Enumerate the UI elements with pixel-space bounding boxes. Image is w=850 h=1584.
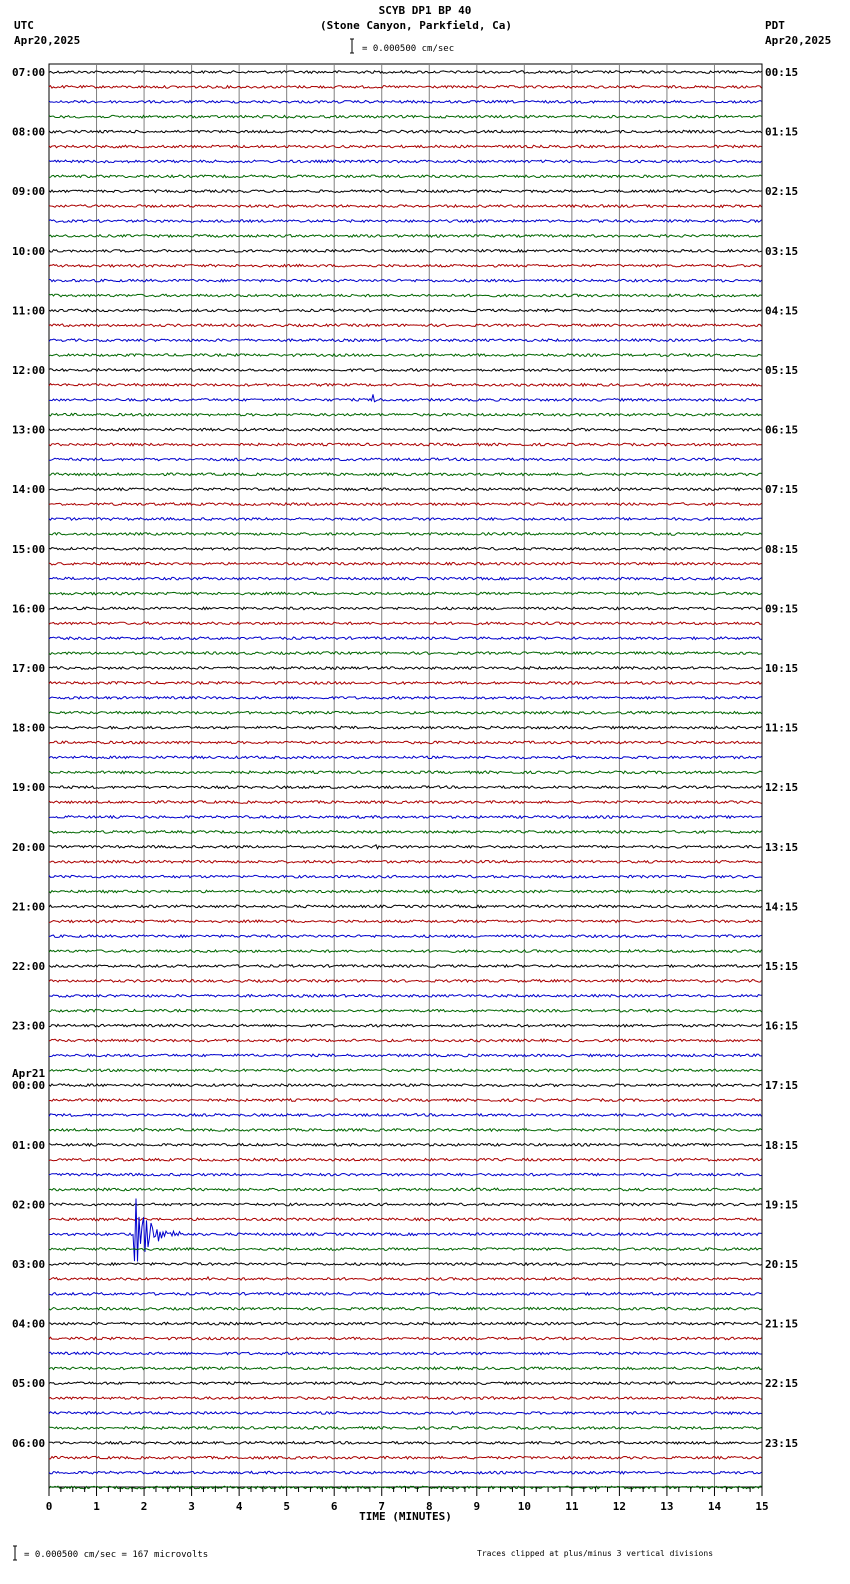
trace-line [49,950,762,953]
trace-line [49,1188,762,1191]
utc-hour-label: 09:00 [12,185,46,199]
trace-line [49,309,762,312]
trace-line [49,294,762,297]
trace-line [49,905,762,908]
chart-subtitle: (Stone Canyon, Parkfield, Ca) [319,19,513,32]
pdt-hour-label: 23:15 [765,1436,799,1450]
trace-line [49,1352,762,1355]
trace-line [49,413,762,416]
footer-scale-note: = 0.000500 cm/sec = 167 microvolts [24,1550,209,1560]
pdt-hour-label: 05:15 [765,364,799,377]
x-tick-label: 7 [378,1500,386,1513]
x-tick-label: 9 [473,1500,481,1513]
pdt-hour-label: 13:15 [765,840,799,854]
trace-line [49,1397,762,1400]
trace-line [49,756,762,759]
pdt-hour-label: 10:15 [765,662,799,675]
utc-hour-label: 00:00 [12,1079,46,1093]
trace-line [49,965,762,968]
utc-hour-label: 04:00 [12,1317,46,1331]
trace-line [49,1277,762,1280]
pdt-hour-label: 02:15 [765,185,799,199]
utc-hour-label: 18:00 [12,721,46,735]
trace-line [49,1412,762,1415]
trace-line [49,667,762,670]
x-axis-label: TIME (MINUTES) [359,1510,452,1523]
trace-line [49,235,762,238]
trace-line [49,533,762,536]
utc-hour-label: 10:00 [12,244,46,258]
trace-line [49,995,762,998]
trace-line [49,1158,762,1161]
trace-line [49,1084,762,1087]
trace-line [49,682,762,685]
trace-line [49,1218,762,1221]
trace-line [49,190,762,193]
x-tick-label: 5 [283,1500,290,1513]
utc-hour-label: 20:00 [12,840,46,854]
trace-line [49,1456,762,1459]
trace-line [49,1114,762,1117]
utc-date: Apr20,2025 [14,34,81,47]
trace-line [49,443,762,446]
utc-hour-label: 17:00 [12,662,46,675]
trace-line [49,1307,762,1310]
pdt-hour-label: 17:15 [765,1079,799,1093]
pdt-hour-label: 21:15 [765,1317,799,1331]
trace-line [49,384,762,387]
trace-line [49,86,762,89]
utc-hour-label: 08:00 [12,125,46,139]
pdt-hour-label: 20:15 [765,1258,799,1271]
trace-line [49,279,762,282]
utc-hour-label: 15:00 [12,542,46,556]
x-tick-label: 10 [517,1500,531,1513]
x-tick-label: 8 [425,1500,433,1513]
trace-line [49,1199,762,1262]
trace-line [49,875,762,878]
pdt-hour-label: 07:15 [765,483,799,497]
trace-line [49,1129,762,1132]
trace-line [49,816,762,819]
pdt-hour-label: 09:15 [765,602,799,616]
utc-hour-label: 21:00 [12,900,46,914]
trace-line [49,130,762,133]
trace-line [49,786,762,789]
trace-line [49,324,762,327]
plot-frame [49,64,762,1487]
trace-line [49,637,762,640]
pdt-date: Apr20,2025 [765,34,832,47]
trace-line [49,1263,762,1266]
trace-line [49,831,762,834]
x-tick-label: 12 [612,1500,627,1513]
trace-line [49,562,762,565]
trace-line [49,890,762,893]
pdt-hour-label: 03:15 [765,244,799,258]
pdt-hour-label: 15:15 [765,960,799,973]
utc-hour-label: 22:00 [12,960,46,973]
trace-line [49,1054,762,1057]
scale-bar-icon [350,39,354,53]
trace-line [49,1322,762,1325]
x-tick-label: 0 [45,1500,53,1513]
trace-line [49,473,762,476]
trace-line [49,101,762,104]
trace-line [49,741,762,744]
pdt-hour-label: 14:15 [765,900,799,914]
utc-hour-label: 11:00 [12,304,46,318]
trace-line [49,488,762,491]
trace-line [49,1293,762,1296]
trace-line [49,1069,762,1072]
trace-line [49,592,762,595]
utc-hour-label: 16:00 [12,602,46,616]
pdt-hour-label: 12:15 [765,781,799,795]
trace-line [49,145,762,148]
trace-line [49,1248,762,1251]
trace-line [49,394,762,401]
pdt-hour-label: 19:15 [765,1198,799,1212]
utc-hour-label: 06:00 [12,1436,46,1450]
utc-hour-label: 01:00 [12,1138,46,1152]
date-change-label: Apr21 [12,1067,46,1081]
pdt-hour-label: 01:15 [765,125,799,139]
trace-line [49,697,762,700]
utc-hour-label: 23:00 [12,1019,46,1033]
trace-line [49,801,762,804]
pdt-hour-label: 00:15 [765,66,799,79]
trace-line [49,1039,762,1042]
trace-line [49,652,762,655]
trace-line [49,1367,762,1370]
trace-line [49,1173,762,1176]
trace-line [49,354,762,357]
pdt-hour-label: 16:15 [765,1019,799,1033]
utc-hour-label: 05:00 [12,1377,46,1391]
utc-hour-label: 02:00 [12,1198,46,1212]
utc-label: UTC [14,19,34,32]
trace-line [49,458,762,461]
trace-line [49,220,762,223]
trace-line [49,339,762,342]
trace-line [49,935,762,938]
trace-line [49,205,762,208]
utc-hour-label: 14:00 [12,483,46,497]
trace-line [49,1024,762,1027]
pdt-hour-label: 04:15 [765,304,799,318]
trace-line [49,1382,762,1385]
pdt-hour-label: 22:15 [765,1377,799,1391]
trace-line [49,1471,762,1474]
pdt-hour-label: 08:15 [765,542,799,556]
x-tick-label: 1 [93,1500,100,1513]
trace-line [49,577,762,580]
trace-line [49,920,762,923]
footer-scale-bar-icon [13,1546,17,1560]
trace-line [49,711,762,714]
trace-line [49,250,762,253]
trace-line [49,503,762,506]
x-tick-label: 11 [565,1500,579,1513]
trace-line [49,1442,762,1445]
trace-line [49,1099,762,1102]
trace-line [49,1009,762,1012]
trace-line [49,1427,762,1430]
trace-line [49,607,762,610]
utc-hour-label: 03:00 [12,1258,46,1271]
pdt-label: PDT [765,19,785,32]
trace-line [49,264,762,267]
x-tick-label: 4 [235,1500,243,1513]
trace-line [49,771,762,774]
pdt-hour-label: 18:15 [765,1138,799,1152]
scale-label: = 0.000500 cm/sec [362,44,455,54]
x-tick-label: 14 [707,1500,722,1513]
trace-line [49,1144,762,1147]
utc-hour-label: 12:00 [12,364,46,377]
trace-line [49,845,762,849]
trace-line [49,980,762,983]
utc-hour-label: 07:00 [12,66,46,79]
trace-line [49,622,762,625]
trace-line [49,175,762,178]
trace-line [49,1203,762,1206]
x-tick-label: 13 [660,1500,674,1513]
utc-hour-label: 19:00 [12,781,46,795]
pdt-hour-label: 06:15 [765,423,799,437]
trace-line [49,369,762,372]
x-tick-label: 2 [140,1500,148,1513]
pdt-hour-label: 11:15 [765,721,799,735]
trace-line [49,115,762,118]
trace-line [49,548,762,551]
x-tick-label: 3 [188,1500,195,1513]
trace-line [49,71,762,74]
x-tick-label: 15 [755,1500,769,1513]
trace-line [49,726,762,729]
trace-line [49,428,762,431]
footer-clip-note: Traces clipped at plus/minus 3 vertical divisions [477,1549,714,1558]
trace-line [49,518,762,521]
trace-line [49,1337,762,1340]
trace-line [49,160,762,163]
chart-title: SCYB DP1 BP 40 [378,4,472,17]
x-tick-label: 6 [330,1500,338,1513]
trace-line [49,860,762,863]
utc-hour-label: 13:00 [12,423,46,437]
